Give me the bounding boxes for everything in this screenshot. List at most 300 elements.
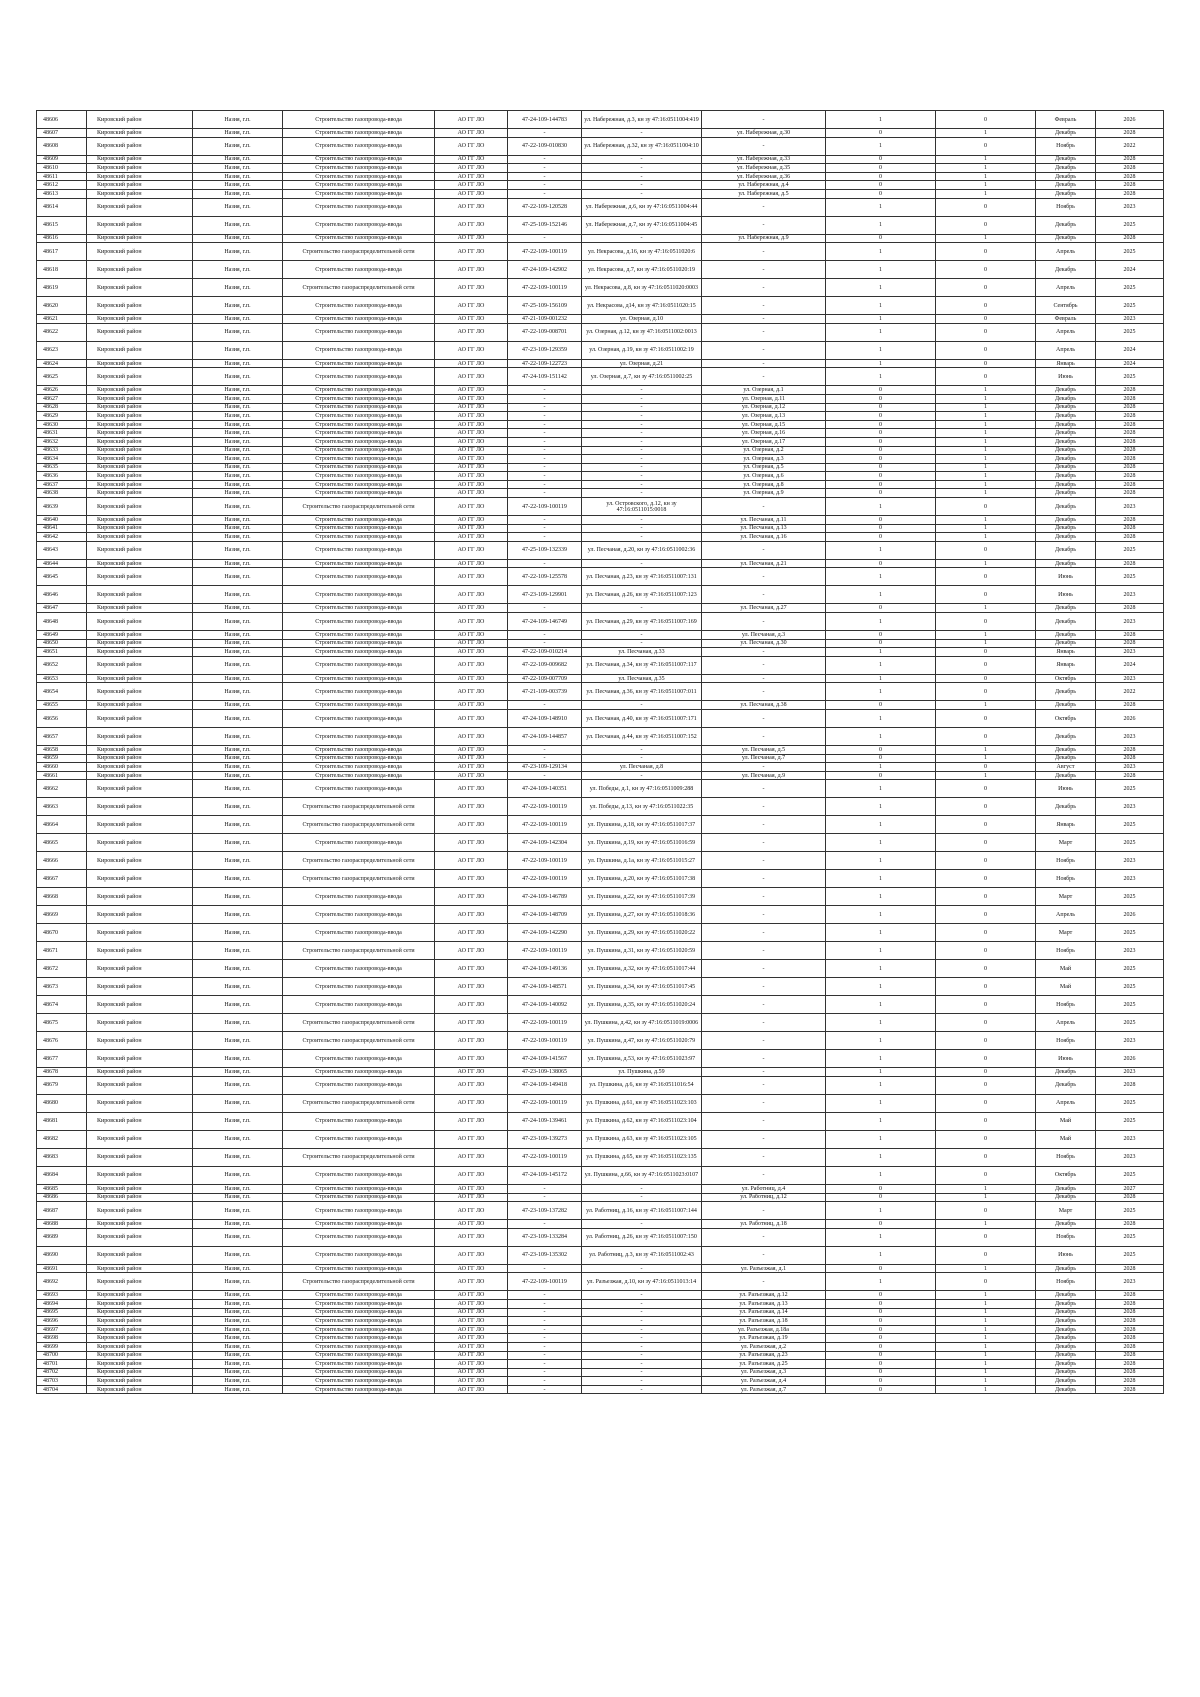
month-cell: Апрель	[1036, 323, 1096, 341]
organization-cell: АО ГГ ЛО	[435, 1334, 508, 1343]
organization-cell: АО ГГ ЛО	[435, 1308, 508, 1317]
cadastral-address-cell: ул. Пушкина, д.29, кн зу 47:16:0511020:22	[582, 924, 702, 942]
tu-number-cell: 47-22-109-125578	[508, 568, 582, 586]
district-cell: Кировский район	[87, 978, 193, 996]
district-cell: Кировский район	[87, 516, 193, 525]
count-b-cell: 0	[936, 1094, 1036, 1112]
count-a-cell: 1	[826, 586, 936, 604]
count-b-cell: 1	[936, 155, 1036, 164]
record-id: 48612	[37, 181, 87, 190]
month-cell: Ноябрь	[1036, 942, 1096, 960]
settlement-cell: Назия, г.п.	[193, 243, 283, 261]
organization-cell: АО ГГ ЛО	[435, 1377, 508, 1386]
month-cell: Ноябрь	[1036, 1148, 1096, 1166]
cadastral-address-cell: -	[582, 172, 702, 181]
record-id: 48632	[37, 437, 87, 446]
count-b-cell: 1	[936, 604, 1036, 613]
organization-cell: АО ГГ ЛО	[435, 996, 508, 1014]
district-cell: Кировский район	[87, 1220, 193, 1229]
table-row	[37, 1228, 1164, 1246]
year-cell: 2028	[1096, 129, 1164, 138]
tu-number-cell: -	[508, 771, 582, 780]
record-id: 48636	[37, 472, 87, 481]
work-type-cell: Строительство газопровода-ввода	[283, 1202, 435, 1220]
district-cell: Кировский район	[87, 533, 193, 542]
count-b-cell: 1	[936, 1264, 1036, 1273]
work-type-cell: Строительство газопровода-ввода	[283, 834, 435, 852]
year-cell: 2028	[1096, 701, 1164, 710]
address-cell: ул. Набережная, д.36	[702, 172, 826, 181]
count-a-cell: 1	[826, 1032, 936, 1050]
work-type-cell: Строительство газопровода-ввода	[283, 412, 435, 421]
count-a-cell: 0	[826, 639, 936, 648]
organization-cell: АО ГГ ЛО	[435, 1246, 508, 1264]
work-type-cell: Строительство газопровода-ввода	[283, 924, 435, 942]
month-cell: Декабрь	[1036, 604, 1096, 613]
year-cell: 2028	[1096, 631, 1164, 640]
count-b-cell: 0	[936, 834, 1036, 852]
cadastral-address-cell: -	[582, 1317, 702, 1326]
work-type-cell: Строительство газопровода-ввода	[283, 771, 435, 780]
organization-cell: АО ГГ ЛО	[435, 1193, 508, 1202]
address-cell: -	[702, 341, 826, 359]
table-row	[37, 631, 1164, 640]
record-id: 48668	[37, 888, 87, 906]
tu-number-cell: 47-23-109-133284	[508, 1228, 582, 1246]
month-cell: Декабрь	[1036, 412, 1096, 421]
settlement-cell: Назия, г.п.	[193, 763, 283, 772]
district-cell: Кировский район	[87, 1325, 193, 1334]
organization-cell: АО ГГ ЛО	[435, 420, 508, 429]
district-cell: Кировский район	[87, 1360, 193, 1369]
organization-cell: АО ГГ ЛО	[435, 728, 508, 746]
settlement-cell: Назия, г.п.	[193, 746, 283, 755]
record-id: 48611	[37, 172, 87, 181]
work-type-cell: Строительство газопровода-ввода	[283, 1385, 435, 1394]
settlement-cell: Назия, г.п.	[193, 420, 283, 429]
cadastral-address-cell: -	[582, 480, 702, 489]
district-cell: Кировский район	[87, 472, 193, 481]
work-type-cell: Строительство газопровода-ввода	[283, 1076, 435, 1094]
month-cell: Октябрь	[1036, 674, 1096, 683]
cadastral-address-cell: ул. Пушкина, д.34, кн зу 47:16:0511017:45	[582, 978, 702, 996]
settlement-cell: Назия, г.п.	[193, 960, 283, 978]
table-row	[37, 1014, 1164, 1032]
cadastral-address-cell: -	[582, 1385, 702, 1394]
work-type-cell: Строительство газопровода-ввода	[283, 1325, 435, 1334]
district-cell: Кировский район	[87, 420, 193, 429]
count-b-cell: 0	[936, 763, 1036, 772]
district-cell: Кировский район	[87, 701, 193, 710]
district-cell: Кировский район	[87, 746, 193, 755]
table-row	[37, 996, 1164, 1014]
cadastral-address-cell: -	[582, 1351, 702, 1360]
organization-cell: АО ГГ ЛО	[435, 446, 508, 455]
year-cell: 2028	[1096, 754, 1164, 763]
district-cell: Кировский район	[87, 780, 193, 798]
count-b-cell: 0	[936, 728, 1036, 746]
record-id: 48654	[37, 683, 87, 701]
month-cell: Декабрь	[1036, 1317, 1096, 1326]
district-cell: Кировский район	[87, 888, 193, 906]
tu-number-cell: -	[508, 1193, 582, 1202]
month-cell: Ноябрь	[1036, 852, 1096, 870]
address-cell: -	[702, 798, 826, 816]
table-row	[37, 798, 1164, 816]
district-cell: Кировский район	[87, 1130, 193, 1148]
settlement-cell: Назия, г.п.	[193, 1130, 283, 1148]
month-cell: Декабрь	[1036, 172, 1096, 181]
month-cell: Апрель	[1036, 1094, 1096, 1112]
settlement-cell: Назия, г.п.	[193, 429, 283, 438]
record-id: 48671	[37, 942, 87, 960]
table-row	[37, 924, 1164, 942]
month-cell: Декабрь	[1036, 683, 1096, 701]
tu-number-cell: 47-24-109-140351	[508, 780, 582, 798]
district-cell: Кировский район	[87, 189, 193, 198]
month-cell: Декабрь	[1036, 446, 1096, 455]
year-cell: 2026	[1096, 710, 1164, 728]
cadastral-address-cell: -	[582, 1325, 702, 1334]
address-cell: ул. Работниц, д.12	[702, 1193, 826, 1202]
tu-number-cell: 47-22-109-100119	[508, 243, 582, 261]
tu-number-cell: -	[508, 420, 582, 429]
work-type-cell: Строительство газопровода-ввода	[283, 323, 435, 341]
year-cell: 2028	[1096, 1317, 1164, 1326]
count-a-cell: 1	[826, 1246, 936, 1264]
count-a-cell: 1	[826, 728, 936, 746]
year-cell: 2028	[1096, 437, 1164, 446]
settlement-cell: Назия, г.п.	[193, 1184, 283, 1193]
settlement-cell: Назия, г.п.	[193, 648, 283, 657]
work-type-cell: Строительство газопровода-ввода	[283, 780, 435, 798]
record-id: 48677	[37, 1050, 87, 1068]
address-cell: -	[702, 1166, 826, 1184]
district-cell: Кировский район	[87, 613, 193, 631]
record-id: 48650	[37, 639, 87, 648]
table-row	[37, 674, 1164, 683]
cadastral-address-cell: ул. Пушкина, д.31, кн зу 47:16:0511020:59	[582, 942, 702, 960]
count-b-cell: 1	[936, 480, 1036, 489]
cadastral-address-cell: ул. Озерная, д.12, кн зу 47:16:0511002:0013	[582, 323, 702, 341]
count-b-cell: 0	[936, 888, 1036, 906]
settlement-cell: Назия, г.п.	[193, 728, 283, 746]
count-b-cell: 1	[936, 455, 1036, 464]
count-a-cell: 1	[826, 198, 936, 216]
year-cell: 2028	[1096, 1325, 1164, 1334]
table-row	[37, 261, 1164, 279]
count-b-cell: 0	[936, 243, 1036, 261]
record-id: 48691	[37, 1264, 87, 1273]
organization-cell: АО ГГ ЛО	[435, 754, 508, 763]
address-cell: -	[702, 1202, 826, 1220]
month-cell: Декабрь	[1036, 181, 1096, 190]
district-cell: Кировский район	[87, 1184, 193, 1193]
count-a-cell: 0	[826, 1299, 936, 1308]
table-row	[37, 1360, 1164, 1369]
address-cell: -	[702, 960, 826, 978]
table-row	[37, 613, 1164, 631]
count-b-cell: 1	[936, 164, 1036, 173]
settlement-cell: Назия, г.п.	[193, 323, 283, 341]
work-type-cell: Строительство газопровода-ввода	[283, 198, 435, 216]
count-a-cell: 1	[826, 137, 936, 155]
table-row	[37, 754, 1164, 763]
record-id: 48702	[37, 1368, 87, 1377]
record-id: 48703	[37, 1377, 87, 1386]
year-cell: 2025	[1096, 1246, 1164, 1264]
tu-number-cell: -	[508, 1351, 582, 1360]
month-cell: Декабрь	[1036, 472, 1096, 481]
settlement-cell: Назия, г.п.	[193, 1094, 283, 1112]
record-id: 48610	[37, 164, 87, 173]
count-b-cell: 0	[936, 341, 1036, 359]
tu-number-cell: -	[508, 639, 582, 648]
month-cell: Май	[1036, 1112, 1096, 1130]
address-cell: -	[702, 368, 826, 386]
address-cell: ул. Набережная, д.4	[702, 181, 826, 190]
year-cell: 2028	[1096, 1299, 1164, 1308]
count-b-cell: 1	[936, 189, 1036, 198]
record-id: 48694	[37, 1299, 87, 1308]
count-b-cell: 0	[936, 656, 1036, 674]
count-b-cell: 1	[936, 1368, 1036, 1377]
district-cell: Кировский район	[87, 429, 193, 438]
address-cell: -	[702, 498, 826, 516]
district-cell: Кировский район	[87, 297, 193, 315]
record-id: 48642	[37, 533, 87, 542]
work-type-cell: Строительство газопровода-ввода	[283, 1193, 435, 1202]
count-b-cell: 0	[936, 996, 1036, 1014]
record-id: 48606	[37, 111, 87, 129]
work-type-cell: Строительство газопровода-ввода	[283, 1068, 435, 1077]
count-a-cell: 0	[826, 1193, 936, 1202]
settlement-cell: Назия, г.п.	[193, 541, 283, 559]
count-b-cell: 0	[936, 1068, 1036, 1077]
work-type-cell: Строительство газопровода-ввода	[283, 1246, 435, 1264]
organization-cell: АО ГГ ЛО	[435, 648, 508, 657]
year-cell: 2028	[1096, 1377, 1164, 1386]
year-cell: 2023	[1096, 315, 1164, 324]
record-id: 48608	[37, 137, 87, 155]
table-row	[37, 852, 1164, 870]
record-id: 48617	[37, 243, 87, 261]
organization-cell: АО ГГ ЛО	[435, 780, 508, 798]
record-id: 48661	[37, 771, 87, 780]
year-cell: 2026	[1096, 1050, 1164, 1068]
tu-number-cell: -	[508, 1368, 582, 1377]
year-cell: 2028	[1096, 604, 1164, 613]
work-type-cell: Строительство газопровода-ввода	[283, 541, 435, 559]
tu-number-cell: 47-22-109-100119	[508, 1094, 582, 1112]
settlement-cell: Назия, г.п.	[193, 446, 283, 455]
work-type-cell: Строительство газопровода-ввода	[283, 648, 435, 657]
table-row	[37, 1094, 1164, 1112]
count-b-cell: 0	[936, 568, 1036, 586]
cadastral-address-cell: -	[582, 412, 702, 421]
district-cell: Кировский район	[87, 1068, 193, 1077]
year-cell: 2024	[1096, 261, 1164, 279]
year-cell: 2025	[1096, 216, 1164, 234]
cadastral-address-cell: ул. Островского, д.12, кн зу 47:16:0511015:0018	[582, 498, 702, 516]
cadastral-address-cell: ул. Пушкина, д.66, кн зу 47:16:0511023:0107	[582, 1166, 702, 1184]
organization-cell: АО ГГ ЛО	[435, 243, 508, 261]
district-cell: Кировский район	[87, 243, 193, 261]
district-cell: Кировский район	[87, 524, 193, 533]
count-a-cell: 1	[826, 1202, 936, 1220]
tu-number-cell: -	[508, 1342, 582, 1351]
settlement-cell: Назия, г.п.	[193, 1068, 283, 1077]
tu-number-cell: -	[508, 412, 582, 421]
count-b-cell: 1	[936, 1360, 1036, 1369]
count-a-cell: 0	[826, 533, 936, 542]
settlement-cell: Назия, г.п.	[193, 1112, 283, 1130]
cadastral-address-cell: -	[582, 234, 702, 243]
tu-number-cell: -	[508, 1325, 582, 1334]
address-cell: ул. Озерная, д.11	[702, 394, 826, 403]
district-cell: Кировский район	[87, 631, 193, 640]
month-cell: Декабрь	[1036, 386, 1096, 395]
count-a-cell: 1	[826, 648, 936, 657]
organization-cell: АО ГГ ЛО	[435, 1184, 508, 1193]
address-cell: -	[702, 656, 826, 674]
table-row	[37, 834, 1164, 852]
organization-cell: АО ГГ ЛО	[435, 1342, 508, 1351]
cadastral-address-cell: -	[582, 1377, 702, 1386]
month-cell: Декабрь	[1036, 261, 1096, 279]
cadastral-address-cell: -	[582, 1291, 702, 1300]
count-b-cell: 1	[936, 129, 1036, 138]
year-cell: 2028	[1096, 164, 1164, 173]
cadastral-address-cell: -	[582, 446, 702, 455]
address-cell: -	[702, 852, 826, 870]
count-b-cell: 1	[936, 1308, 1036, 1317]
tu-number-cell: 47-23-109-137282	[508, 1202, 582, 1220]
tu-number-cell: 47-24-109-142902	[508, 261, 582, 279]
year-cell: 2023	[1096, 1273, 1164, 1291]
settlement-cell: Назия, г.п.	[193, 942, 283, 960]
year-cell: 2028	[1096, 1342, 1164, 1351]
record-id: 48633	[37, 446, 87, 455]
organization-cell: АО ГГ ЛО	[435, 297, 508, 315]
district-cell: Кировский район	[87, 1050, 193, 1068]
record-id: 48673	[37, 978, 87, 996]
organization-cell: АО ГГ ЛО	[435, 111, 508, 129]
count-b-cell: 1	[936, 701, 1036, 710]
count-a-cell: 1	[826, 541, 936, 559]
address-cell: -	[702, 816, 826, 834]
work-type-cell: Строительство газопровода-ввода	[283, 1112, 435, 1130]
table-row	[37, 639, 1164, 648]
address-cell: ул. Озерная, д.9	[702, 489, 826, 498]
year-cell: 2025	[1096, 816, 1164, 834]
district-cell: Кировский район	[87, 480, 193, 489]
organization-cell: АО ГГ ЛО	[435, 613, 508, 631]
count-b-cell: 1	[936, 489, 1036, 498]
district-cell: Кировский район	[87, 437, 193, 446]
cadastral-address-cell: ул. Пушкина, д.42, кн зу 47:16:0511019:0006	[582, 1014, 702, 1032]
address-cell: -	[702, 1076, 826, 1094]
cadastral-address-cell: -	[582, 1184, 702, 1193]
count-a-cell: 1	[826, 942, 936, 960]
tu-number-cell: 47-24-109-148571	[508, 978, 582, 996]
count-b-cell: 0	[936, 1228, 1036, 1246]
count-a-cell: 1	[826, 870, 936, 888]
table-row	[37, 888, 1164, 906]
count-b-cell: 1	[936, 771, 1036, 780]
address-cell: ул. Разъезжая, д.19	[702, 1334, 826, 1343]
record-id: 48622	[37, 323, 87, 341]
year-cell: 2026	[1096, 906, 1164, 924]
address-cell: ул. Набережная, д.5	[702, 189, 826, 198]
settlement-cell: Назия, г.п.	[193, 437, 283, 446]
month-cell: Декабрь	[1036, 1193, 1096, 1202]
count-b-cell: 0	[936, 674, 1036, 683]
work-type-cell: Строительство газораспределительной сети	[283, 942, 435, 960]
count-b-cell: 1	[936, 420, 1036, 429]
count-a-cell: 0	[826, 1334, 936, 1343]
count-b-cell: 1	[936, 639, 1036, 648]
count-a-cell: 1	[826, 1112, 936, 1130]
month-cell: Декабрь	[1036, 420, 1096, 429]
table-row	[37, 403, 1164, 412]
tu-number-cell: -	[508, 455, 582, 464]
table-row	[37, 181, 1164, 190]
record-id: 48678	[37, 1068, 87, 1077]
tu-number-cell: -	[508, 437, 582, 446]
address-cell: ул. Озерная, д.1	[702, 386, 826, 395]
year-cell: 2028	[1096, 771, 1164, 780]
work-type-cell: Строительство газораспределительной сети	[283, 1014, 435, 1032]
district-cell: Кировский район	[87, 455, 193, 464]
count-b-cell: 1	[936, 394, 1036, 403]
tu-number-cell: 47-22-109-100119	[508, 498, 582, 516]
organization-cell: АО ГГ ЛО	[435, 1148, 508, 1166]
cadastral-address-cell: ул. Песчаная, д.33	[582, 648, 702, 657]
table-row	[37, 1351, 1164, 1360]
organization-cell: АО ГГ ЛО	[435, 978, 508, 996]
record-id: 48669	[37, 906, 87, 924]
district-cell: Кировский район	[87, 604, 193, 613]
organization-cell: АО ГГ ЛО	[435, 1032, 508, 1050]
settlement-cell: Назия, г.п.	[193, 1220, 283, 1229]
count-a-cell: 0	[826, 455, 936, 464]
count-a-cell: 1	[826, 656, 936, 674]
tu-number-cell: 47-22-109-120528	[508, 198, 582, 216]
count-a-cell: 0	[826, 1264, 936, 1273]
count-a-cell: 1	[826, 683, 936, 701]
table-body	[37, 111, 1164, 1394]
tu-number-cell: 47-22-109-100119	[508, 870, 582, 888]
month-cell: Март	[1036, 924, 1096, 942]
count-a-cell: 1	[826, 888, 936, 906]
record-id: 48655	[37, 701, 87, 710]
work-type-cell: Строительство газопровода-ввода	[283, 533, 435, 542]
count-b-cell: 0	[936, 111, 1036, 129]
work-type-cell: Строительство газопровода-ввода	[283, 763, 435, 772]
work-type-cell: Строительство газопровода-ввода	[283, 359, 435, 368]
count-a-cell: 1	[826, 1228, 936, 1246]
district-cell: Кировский район	[87, 1032, 193, 1050]
address-cell: ул. Озерная, д.15	[702, 420, 826, 429]
tu-number-cell: 47-22-109-100119	[508, 1148, 582, 1166]
record-id: 48629	[37, 412, 87, 421]
record-id: 48704	[37, 1385, 87, 1394]
table-row	[37, 710, 1164, 728]
organization-cell: АО ГГ ЛО	[435, 1264, 508, 1273]
count-a-cell: 1	[826, 1166, 936, 1184]
district-cell: Кировский район	[87, 541, 193, 559]
